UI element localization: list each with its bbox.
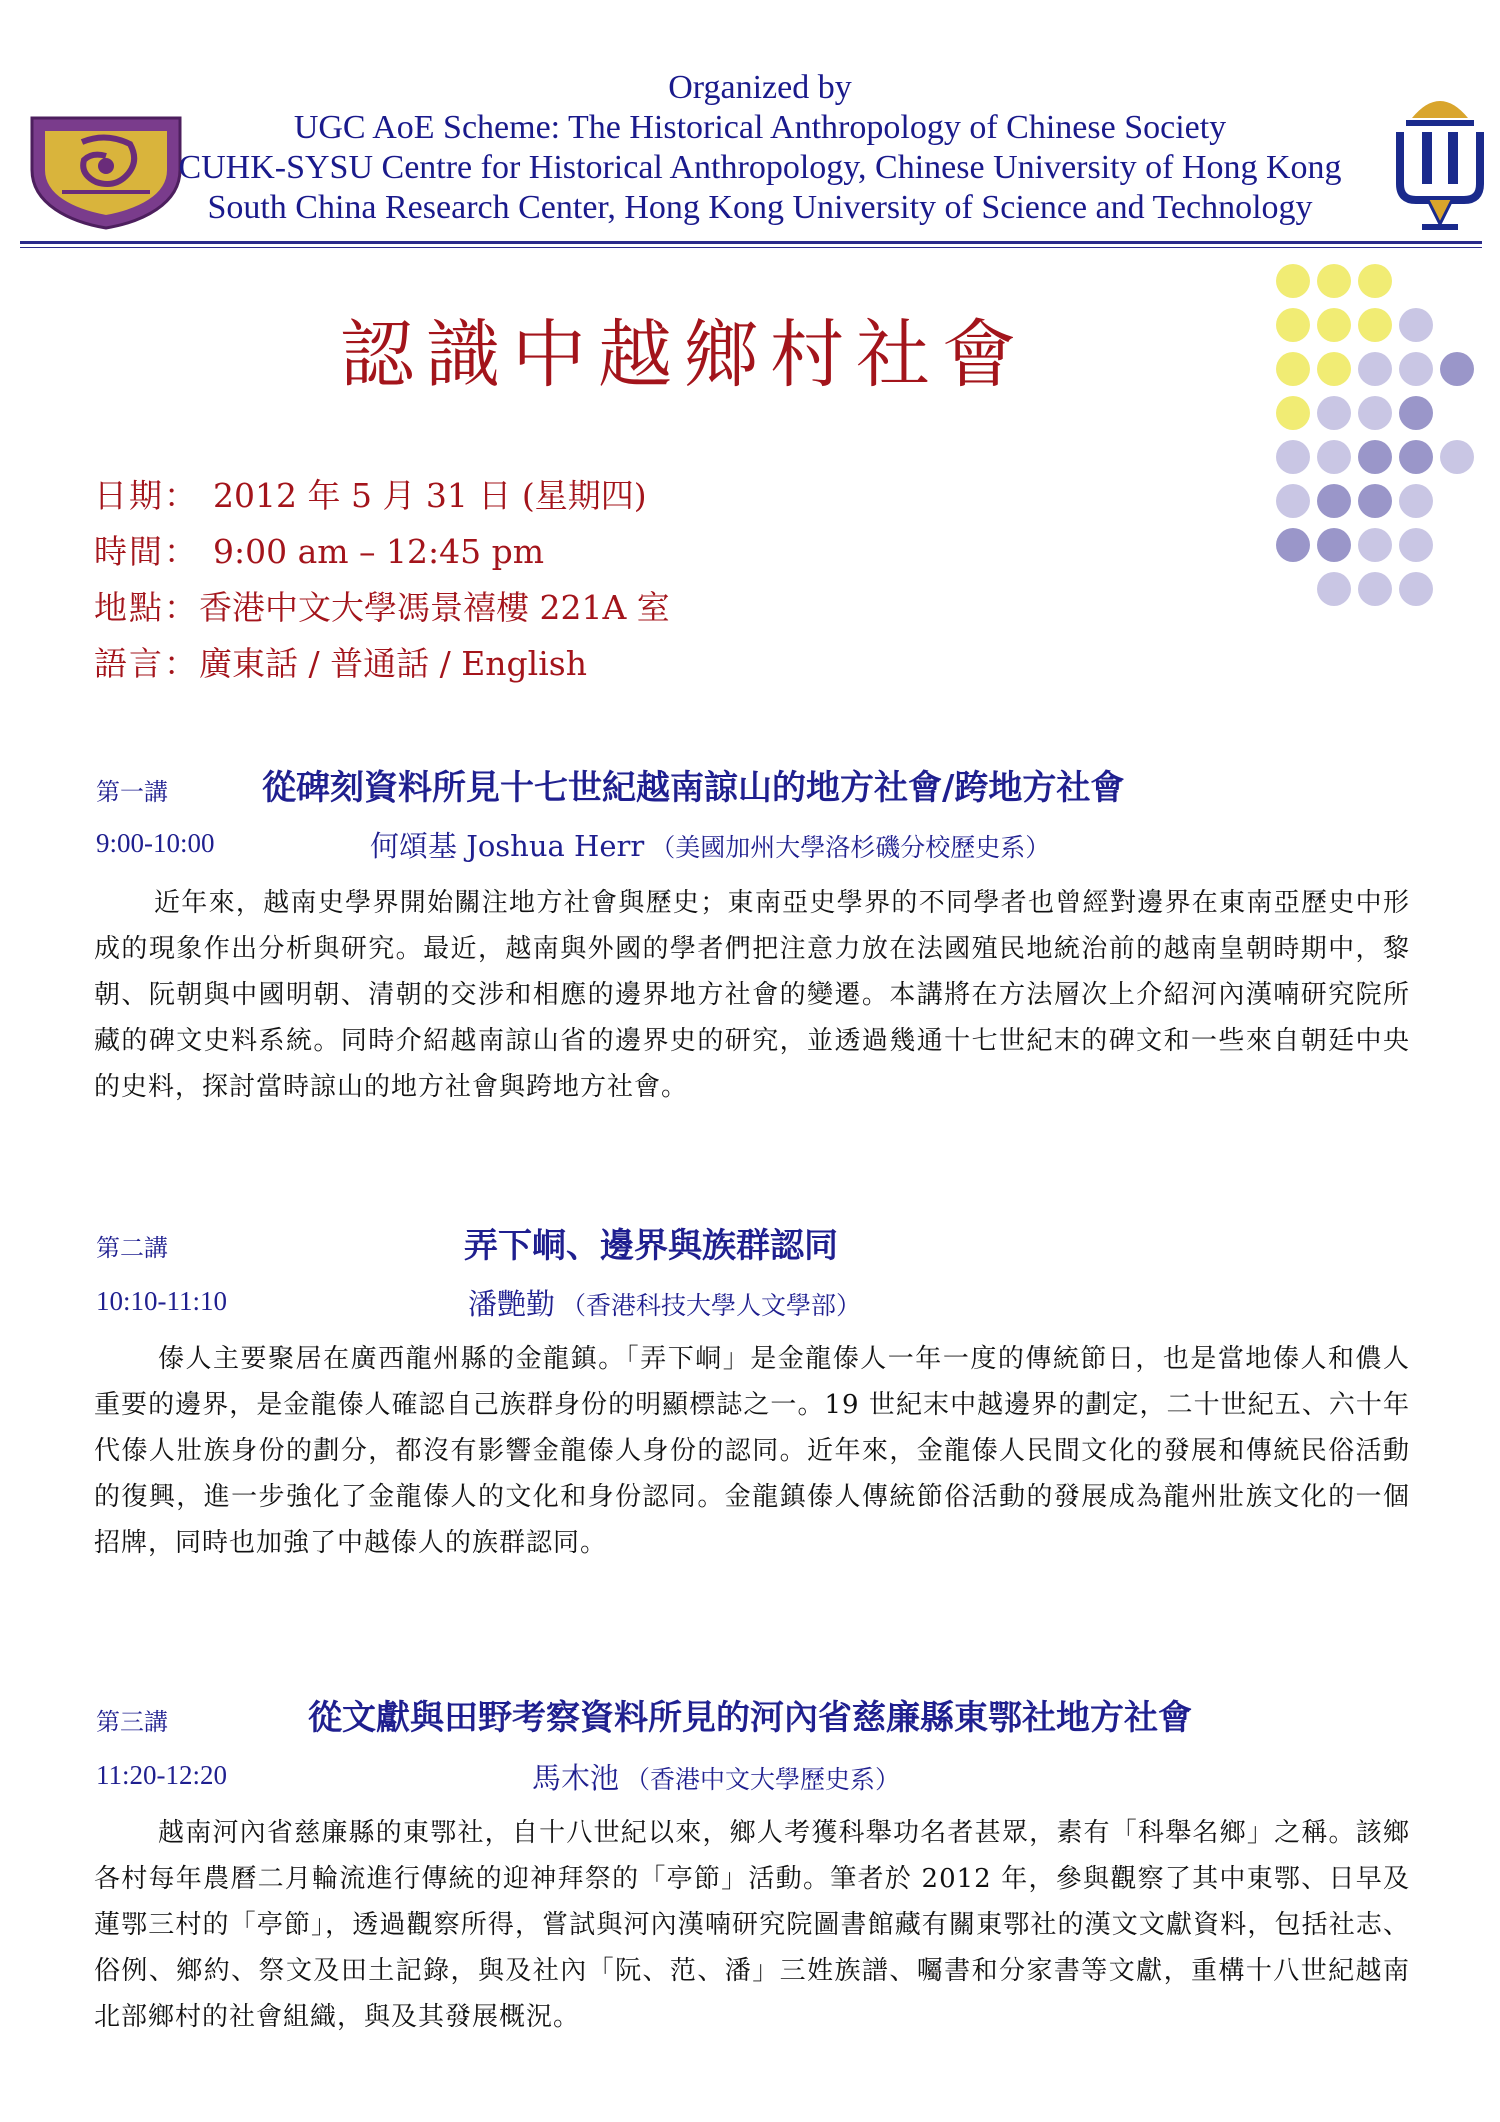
language-value: 廣東話 / 普通話 / English bbox=[199, 644, 587, 683]
time-label: 時間： bbox=[94, 532, 199, 571]
language-label: 語言： bbox=[94, 644, 199, 683]
lecture-2-abstract: 傣人主要聚居在廣西龍州縣的金龍鎮。「弄下峒」是金龍傣人一年一度的傳統節日，也是當地傣人和儂人重要的邊界，是金龍傣人確認自己族群身份的明顯標誌之一。19 世紀末中越邊界的劃定，二十世紀五、六十年代傣人壯族身份的劃分，都沒有影響金龍傣人身份的認同。近年來，金龍傣人民間文化的發展和傳統民俗活動的復興，進一步強化了金龍傣人的文化和身份認同。金龍鎮傣人傳統節俗活動的發展成為龍州壯族文化的一個招牌，同時也加強了中越傣人的族群認同。 bbox=[94, 1344, 1410, 1558]
lecture-1-speaker-row bbox=[370, 824, 1050, 865]
organized-by-label: Organized by bbox=[668, 69, 852, 106]
lecture-3-speaker-row bbox=[532, 1756, 900, 1797]
lecture-1-number: 第一講 bbox=[96, 778, 168, 806]
venue-row bbox=[94, 582, 670, 629]
lecture-2-speaker-row bbox=[468, 1282, 861, 1323]
time-value: 9:00 am – 12:45 pm bbox=[213, 532, 545, 571]
date-value: 2012 年 5 月 31 日 (星期四) bbox=[213, 476, 647, 515]
time-row bbox=[94, 526, 544, 573]
lecture-2-speaker: 潘艷勤 bbox=[468, 1287, 556, 1321]
lecture-1-affiliation: （美國加州大學洛杉磯分校歷史系） bbox=[650, 833, 1051, 862]
lecture-3-speaker: 馬木池 bbox=[532, 1761, 620, 1795]
lecture-2-affiliation: （香港科技大學人文學部） bbox=[561, 1291, 862, 1320]
lecture-3-number: 第三講 bbox=[96, 1708, 168, 1736]
organizer-line-1: UGC AoE Scheme: The Historical Anthropology of Chinese Society bbox=[293, 109, 1227, 146]
lecture-1-title: 從碑刻資料所見十七世紀越南諒山的地方社會/跨地方社會 bbox=[262, 768, 1125, 808]
header-divider bbox=[20, 241, 1482, 244]
organizer-line-3: South China Research Center, Hong Kong University of Science and Technology bbox=[207, 189, 1313, 226]
page-title: 認識中越鄉村社會 bbox=[340, 312, 1028, 398]
lecture-1-speaker: 何頌基 Joshua Herr bbox=[370, 829, 645, 863]
lecture-3-time: 11:20-12:20 bbox=[96, 1760, 227, 1790]
lecture-2-number: 第二講 bbox=[96, 1234, 168, 1262]
organizer-line-2: CUHK-SYSU Centre for Historical Anthropology, Chinese University of Hong Kong bbox=[178, 149, 1342, 186]
lecture-3-affiliation: （香港中文大學歷史系） bbox=[625, 1765, 901, 1794]
hkust-emblem-icon bbox=[1392, 88, 1488, 236]
lecture-1-abstract: 近年來，越南史學界開始關注地方社會與歷史；東南亞史學界的不同學者也曾經對邊界在東南亞歷史中形成的現象作出分析與研究。最近，越南與外國的學者們把注意力放在法國殖民地統治前的越南皇朝時期中，黎朝、阮朝與中國明朝、清朝的交涉和相應的邊界地方社會的變遷。本講將在方法層次上介紹河內漢喃研究院所藏的碑文史料系統。同時介紹越南諒山省的邊界史的研究，並透過幾通十七世紀末的碑文和一些來自朝廷中央的史料，探討當時諒山的地方社會與跨地方社會。 bbox=[94, 888, 1410, 1102]
date-label: 日期： bbox=[94, 476, 199, 515]
lecture-2-time: 10:10-11:10 bbox=[96, 1286, 227, 1316]
lecture-2-title: 弄下峒、邊界與族群認同 bbox=[464, 1226, 838, 1266]
lecture-3-abstract: 越南河內省慈廉縣的東鄂社，自十八世紀以來，鄉人考獲科舉功名者甚眾，素有「科舉名鄉」之稱。該鄉各村每年農曆二月輪流進行傳統的迎神拜祭的「亭節」活動。筆者於 2012 年，參與觀察了其中東鄂、日早及蓮鄂三村的「亭節」，透過觀察所得，嘗試與河內漢喃研究院圖書館藏有關東鄂社的漢文文獻資料，包括社志、俗例、鄉約、祭文及田土記錄，與及社內「阮、范、潘」三姓族譜、囑書和分家書等文獻，重構十八世紀越南北部鄉村的社會組織，與及其發展概況。 bbox=[94, 1818, 1410, 2032]
header-divider-thin bbox=[20, 247, 1482, 248]
venue-label: 地點： bbox=[94, 588, 199, 627]
venue-value: 香港中文大學馮景禧樓 221A 室 bbox=[199, 588, 670, 627]
lecture-1-time: 9:00-10:00 bbox=[96, 828, 215, 858]
date-row bbox=[94, 470, 647, 517]
language-row bbox=[94, 638, 587, 685]
lecture-3-title: 從文獻與田野考察資料所見的河內省慈廉縣東鄂社地方社會 bbox=[308, 1698, 1192, 1738]
